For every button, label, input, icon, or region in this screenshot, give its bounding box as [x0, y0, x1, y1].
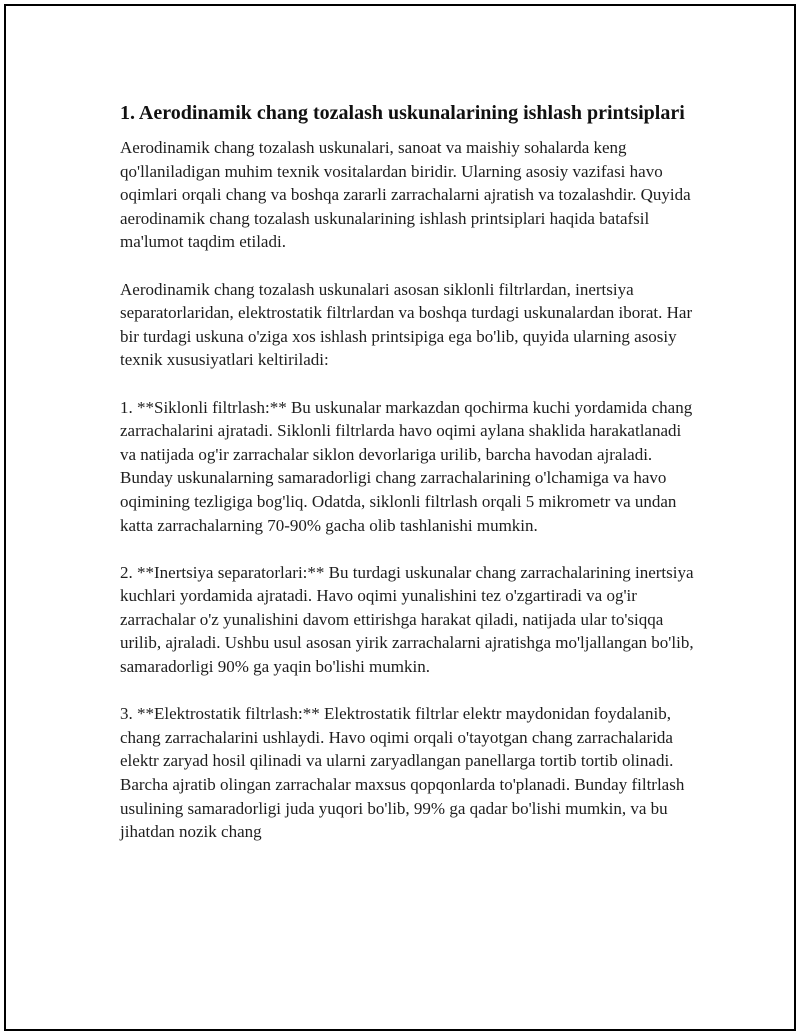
paragraph-intro: Aerodinamik chang tozalash uskunalari, sanoat va maishiy sohalarda keng qo'llaniladigan muhim texnik vositalardan biridir. Ularning asosiy vazifasi havo oqimlari orqali chang va boshqa zararli zarrachalarni ajratish va tozalashdir. Quyida aerodinamik chang tozalash uskunalarining ishlash printsiplari haqida batafsil ma'lumot taqdim etiladi.: [120, 138, 691, 252]
page-frame: [4, 4, 796, 1031]
document-body: [120, 99, 700, 867]
paragraph-cyclone-filtration: 1. **Siklonli filtrlash:** Bu uskunalar markazdan qochirma kuchi yordamida chang zarrachalarini ajratadi. Siklonli filtrlarda havo oqimi aylana shaklida harakatlanadi va natijada og'ir zarrachalar siklon devorlariga urilib, barcha havodan ajraladi. Bunday uskunalarning samaradorligi chang zarrachalarining o'lchamiga va havo oqimining tezligiga bog'liq. Odatda, siklonli filtrlash orqali 5 mikrometr va undan katta zarrachalarning 70-90% gacha olib tashlanishi mumkin.: [120, 397, 693, 535]
paragraph-overview: Aerodinamik chang tozalash uskunalari asosan siklonli filtrlardan, inertsiya separatorlaridan, elektrostatik filtrlardan va boshqa turdagi uskunalardan iborat. Har bir turdagi uskuna o'ziga xos ishlash printsipiga ega bo'lib, quyida ularning asosiy texnik xususiyatlari keltiriladi:: [120, 279, 693, 370]
section-heading: 1. Aerodinamik chang tozalash uskunalarining ishlash printsiplari: [120, 102, 685, 124]
paragraph-inertial-separators: 2. **Inertsiya separatorlari:** Bu turdagi uskunalar chang zarrachalarining inertsiya kuchlari yordamida ajratadi. Havo oqimi yunalishini tez o'zgartiradi va og'ir zarrachalar o'z yunalishini davom ettirishga harakat qiladi, natijada ular to'siqqa urilib, ajraladi. Ushbu usul asosan yirik zarrachalarni ajratishga mo'ljallangan bo'lib, samaradorligi 90% ga yaqin bo'lishi mumkin.: [120, 562, 694, 677]
paragraph-electrostatic-filtration: 3. **Elektrostatik filtrlash:** Elektrostatik filtrlar elektr maydonidan foydalanib, chang zarrachalarini ushlaydi. Havo oqimi orqali o'tayotgan chang zarrachalarida elektr zaryad hosil qilinadi va ularni zaryadlangan panellarga tortib tortib olinadi. Barcha ajratib olingan zarrachalar maxsus qopqonlarda to'planadi. Bunday filtrlash usulining samaradorligi juda yuqori bo'lib, 99% ga qadar bo'lishi mumkin, va bu jihatdan nozik chang: [120, 704, 685, 842]
